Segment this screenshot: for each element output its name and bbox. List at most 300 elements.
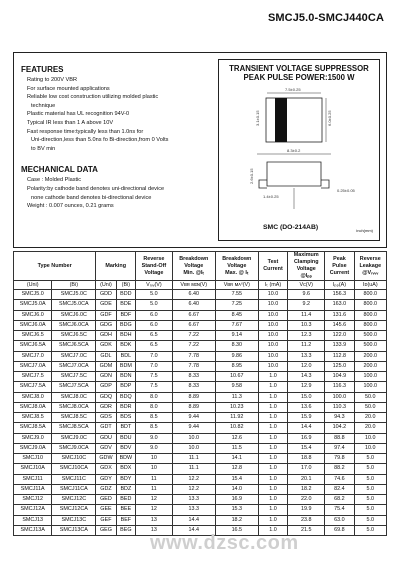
table-cell: 1.0	[258, 402, 287, 412]
table-cell: BDK	[116, 341, 135, 351]
table-cell: SMCJ6.0CA	[52, 320, 96, 330]
feature-item: Plastic material has UL recognition 94V-0	[27, 111, 130, 118]
table-cell: SMCJ8.5	[14, 413, 52, 423]
table-cell: 11.2	[288, 341, 325, 351]
table-cell: 12.0	[288, 361, 325, 371]
table-cell: SMCJ7.0CA	[52, 361, 96, 371]
table-cell: GDW	[96, 454, 116, 464]
table-row	[14, 474, 387, 484]
table-cell: GDU	[96, 433, 116, 443]
table-cell: BDG	[116, 320, 135, 330]
table-cell: 14.4	[172, 515, 215, 525]
table-cell: SMCJ12CA	[52, 505, 96, 515]
table-cell: 5.0	[354, 464, 386, 474]
table-cell: 10.0	[172, 433, 215, 443]
table-cell: 5.0	[354, 454, 386, 464]
table-cell: 9.0	[136, 433, 173, 443]
table-cell: 15.9	[288, 413, 325, 423]
table-cell: 11.1	[172, 464, 215, 474]
table-cell: 16.9	[288, 433, 325, 443]
table-row	[14, 290, 387, 300]
table-cell: SMCJ8.5CA	[52, 423, 96, 433]
table-cell: SMCJ9.0C	[52, 433, 96, 443]
table-row	[14, 433, 387, 443]
table-cell: 74.6	[325, 474, 354, 484]
table-cell: 12.3	[288, 331, 325, 341]
table-cell: 131.6	[325, 310, 354, 320]
table-cell: 12.2	[172, 474, 215, 484]
mechanical-heading: MECHANICAL DATA	[21, 165, 98, 175]
table-cell: 1.0	[258, 484, 287, 494]
table-cell: 10.0	[354, 433, 386, 443]
table-cell: 10	[136, 464, 173, 474]
table-row	[14, 300, 387, 310]
table-cell: 800.0	[354, 290, 386, 300]
table-cell: 6.40	[172, 300, 215, 310]
table-cell: SMCJ12C	[52, 495, 96, 505]
table-cell: BDY	[116, 474, 135, 484]
table-cell: 20.0	[354, 423, 386, 433]
table-cell: GEG	[96, 525, 116, 535]
table-cell: 5.0	[354, 525, 386, 535]
table-cell: 8.89	[172, 392, 215, 402]
table-cell: SMCJ8.0C	[52, 392, 96, 402]
feature-item: Rating to 200V VBR	[27, 77, 78, 83]
table-cell: SMCJ7.5	[14, 372, 52, 382]
table-cell: 18.8	[288, 454, 325, 464]
table-cell: 79.8	[325, 454, 354, 464]
table-cell: 15.4	[288, 443, 325, 453]
table-cell: 5.0	[136, 300, 173, 310]
table-cell: SMCJ10CA	[52, 464, 96, 474]
table-cell: 11.5	[215, 443, 258, 453]
table-cell: 97.4	[325, 443, 354, 453]
table-cell: 7.78	[172, 361, 215, 371]
table-cell: 10.0	[258, 331, 287, 341]
table-cell: 8.5	[136, 423, 173, 433]
dim-label: 3.1±0.15	[255, 110, 260, 126]
table-cell: 10.67	[215, 372, 258, 382]
col-test-current: Test Current	[258, 252, 287, 281]
table-cell: 94.3	[325, 413, 354, 423]
table-cell: GDZ	[96, 484, 116, 494]
page-title: SMCJ5.0-SMCJ440CA	[267, 12, 384, 24]
package-outline-drawing	[219, 84, 379, 216]
table-cell: 9.58	[215, 382, 258, 392]
table-cell: 11.4	[288, 310, 325, 320]
unit-cell: Vᵣᵥᵥ(V)	[136, 281, 173, 290]
table-cell: 75.4	[325, 505, 354, 515]
table-cell: BDH	[116, 331, 135, 341]
product-title-line2: PEAK PULSE POWER:1500 W	[243, 73, 355, 82]
table-cell: GDY	[96, 474, 116, 484]
table-cell: SMCJ12A	[14, 505, 52, 515]
table-cell: 10.0	[258, 300, 287, 310]
table-cell: SMCJ5.0CA	[52, 300, 96, 310]
table-cell: SMCJ7.0	[14, 351, 52, 361]
table-cell: SMCJ7.5C	[52, 372, 96, 382]
table-cell: GDX	[96, 464, 116, 474]
table-cell: 9.14	[215, 331, 258, 341]
table-cell: GED	[96, 495, 116, 505]
table-cell: SMCJ12	[14, 495, 52, 505]
table-cell: BEE	[116, 505, 135, 515]
table-cell: GDE	[96, 300, 116, 310]
table-cell: 8.45	[215, 310, 258, 320]
table-cell: BDM	[116, 361, 135, 371]
col-breakdown-min: Breakdown Voltage Min. @Iₜ	[172, 252, 215, 281]
table-cell: SMCJ11A	[14, 484, 52, 494]
table-cell: 1.0	[258, 505, 287, 515]
table-cell: BDN	[116, 372, 135, 382]
col-breakdown-max: Breakdown Voltage Max. @ Iₜ	[215, 252, 258, 281]
unit-cell: (Bi)	[52, 281, 96, 290]
table-cell: GDM	[96, 361, 116, 371]
table-row	[14, 402, 387, 412]
table-cell: 110.3	[325, 402, 354, 412]
table-cell: 69.8	[325, 525, 354, 535]
table-cell: SMCJ5.0C	[52, 290, 96, 300]
table-cell: SMCJ13	[14, 515, 52, 525]
table-cell: 8.33	[172, 382, 215, 392]
table-cell: SMCJ5.0	[14, 290, 52, 300]
table-cell: GDT	[96, 423, 116, 433]
table-cell: SMCJ6.0C	[52, 310, 96, 320]
table-cell: 15.4	[215, 474, 258, 484]
table-cell: 1.0	[258, 423, 287, 433]
table-cell: 10.0	[258, 290, 287, 300]
unit-cell: (Uni)	[14, 281, 52, 290]
unit-cell: Iᴅ(uA)	[354, 281, 386, 290]
table-cell: 20.0	[354, 413, 386, 423]
table-cell: SMCJ9.0CA	[52, 443, 96, 453]
table-row	[14, 351, 387, 361]
dim-label: 1.4±0.25	[263, 194, 279, 199]
feature-item: technique	[31, 102, 56, 109]
table-cell: 9.44	[172, 423, 215, 433]
table-cell: 5.0	[354, 484, 386, 494]
table-cell: BDU	[116, 433, 135, 443]
table-cell: GDF	[96, 310, 116, 320]
table-row	[14, 310, 387, 320]
table-cell: SMCJ13C	[52, 515, 96, 525]
table-cell: 17.0	[288, 464, 325, 474]
table-cell: 133.9	[325, 341, 354, 351]
table-cell: 14.3	[288, 372, 325, 382]
table-cell: BDW	[116, 454, 135, 464]
table-cell: 7.67	[215, 320, 258, 330]
table-cell: 6.40	[172, 290, 215, 300]
unit-cell: Vʙʀ ᴍᴀˣ(V)	[215, 281, 258, 290]
table-cell: 13.3	[172, 505, 215, 515]
table-cell: 8.0	[136, 392, 173, 402]
table-cell: 10.0	[258, 341, 287, 351]
feature-item: to BV min	[31, 145, 56, 152]
table-cell: SMCJ6.0	[14, 310, 52, 320]
table-cell: 13	[136, 525, 173, 535]
table-cell: BDV	[116, 443, 135, 453]
table-cell: 8.95	[215, 361, 258, 371]
table-cell: 88.8	[325, 433, 354, 443]
table-cell: 12	[136, 505, 173, 515]
table-cell: 6.0	[136, 310, 173, 320]
table-cell: 63.0	[325, 515, 354, 525]
table-cell: 7.0	[136, 351, 173, 361]
table-cell: 9.86	[215, 351, 258, 361]
table-cell: 22.0	[288, 495, 325, 505]
table-cell: 19.9	[288, 505, 325, 515]
unit-cell: Vʙʀ ᴍɪɴ(V)	[172, 281, 215, 290]
table-cell: 1.0	[258, 464, 287, 474]
table-cell: 12.9	[288, 382, 325, 392]
table-cell: 7.22	[172, 341, 215, 351]
table-cell: 100.0	[354, 372, 386, 382]
table-cell: 9.2	[288, 300, 325, 310]
table-cell: 125.0	[325, 361, 354, 371]
table-cell: 11.92	[215, 413, 258, 423]
table-cell: SMCJ9.0	[14, 433, 52, 443]
table-cell: 14.4	[288, 423, 325, 433]
table-cell: 20.1	[288, 474, 325, 484]
table-cell: 8.30	[215, 341, 258, 351]
table-cell: GEE	[96, 505, 116, 515]
table-cell: SMCJ11C	[52, 474, 96, 484]
table-cell: BDF	[116, 310, 135, 320]
table-cell: 10.23	[215, 402, 258, 412]
table-cell: 1.0	[258, 515, 287, 525]
table-cell: 88.2	[325, 464, 354, 474]
table-cell: 7.22	[172, 331, 215, 341]
unit-cell: Iₜ (mA)	[258, 281, 287, 290]
table-cell: SMCJ6.5	[14, 331, 52, 341]
mechanical-item: Polarity:by cathode band denotes uni-directional device	[27, 185, 165, 192]
table-cell: BEF	[116, 515, 135, 525]
table-cell: SMCJ10A	[14, 464, 52, 474]
table-row	[14, 413, 387, 423]
watermark: www.dzsc.com	[150, 532, 299, 554]
table-cell: BDX	[116, 464, 135, 474]
table-cell: 7.78	[172, 351, 215, 361]
table-row	[14, 495, 387, 505]
table-cell: 11	[136, 484, 173, 494]
table-cell: SMCJ7.5A	[14, 382, 52, 392]
table-cell: 12.2	[172, 484, 215, 494]
table-cell: 116.3	[325, 382, 354, 392]
table-cell: 145.6	[325, 320, 354, 330]
dim-label: 0.25±0.05	[337, 188, 355, 193]
table-cell: 6.67	[172, 320, 215, 330]
table-cell: 21.5	[288, 525, 325, 535]
product-title-line1: TRANSIENT VOLTAGE SUPPRESSOR	[229, 64, 369, 73]
table-cell: GDG	[96, 320, 116, 330]
table-cell: 5.0	[354, 474, 386, 484]
feature-item: Uni-direction,less than 5.0ns fo Bi-direction,from 0 Volts	[31, 137, 169, 144]
table-cell: 14.0	[215, 484, 258, 494]
table-cell: 1.0	[258, 443, 287, 453]
table-cell: 1.0	[258, 382, 287, 392]
units-row	[14, 281, 387, 290]
table-cell: 12.8	[215, 464, 258, 474]
table-cell: 11.3	[215, 392, 258, 402]
table-cell: 8.0	[136, 402, 173, 412]
table-row	[14, 454, 387, 464]
table-row	[14, 392, 387, 402]
table-cell: 5.0	[354, 515, 386, 525]
summary-panel	[13, 52, 387, 248]
table-cell: GDV	[96, 443, 116, 453]
table-cell: 200.0	[354, 361, 386, 371]
table-cell: 13.6	[288, 402, 325, 412]
table-cell: 800.0	[354, 310, 386, 320]
table-cell: BDL	[116, 351, 135, 361]
table-cell: BDT	[116, 423, 135, 433]
table-cell: SMCJ9.0A	[14, 443, 52, 453]
table-cell: SMCJ6.5C	[52, 331, 96, 341]
table-cell: 10.0	[172, 443, 215, 453]
table-cell: BED	[116, 495, 135, 505]
table-cell: 6.67	[172, 310, 215, 320]
table-cell: BDE	[116, 300, 135, 310]
table-cell: 6.5	[136, 341, 173, 351]
table-cell: 10.0	[258, 351, 287, 361]
table-cell: BEG	[116, 525, 135, 535]
table-cell: SMCJ11CA	[52, 484, 96, 494]
feature-item: Reliable low cost construction utilizing molded plastic	[27, 94, 159, 101]
package-panel	[218, 59, 380, 241]
table-cell: GDQ	[96, 392, 116, 402]
col-peak-pulse: Peak Pulse Current	[325, 252, 354, 281]
table-row	[14, 443, 387, 453]
table-cell: 16.9	[215, 495, 258, 505]
table-cell: 10.3	[288, 320, 325, 330]
dim-label: 6.0±0.25	[327, 110, 332, 126]
mechanical-item: Weight : 0.007 ounces, 0.21 grams	[27, 203, 114, 210]
table-cell: 500.0	[354, 331, 386, 341]
table-cell: 8.33	[172, 372, 215, 382]
table-cell: SMCJ10C	[52, 454, 96, 464]
table-cell: BDS	[116, 413, 135, 423]
table-cell: 11	[136, 474, 173, 484]
table-cell: SMCJ8.5A	[14, 423, 52, 433]
table-cell: 16.5	[215, 525, 258, 535]
table-cell: SMCJ11	[14, 474, 52, 484]
table-cell: 122.0	[325, 331, 354, 341]
table-cell: SMCJ10	[14, 454, 52, 464]
feature-item: Typical IR less than 1 A above 10V	[27, 119, 114, 126]
table-cell: 112.8	[325, 351, 354, 361]
table-cell: BDR	[116, 402, 135, 412]
table-row	[14, 464, 387, 474]
table-row	[14, 320, 387, 330]
table-cell: 100.0	[354, 382, 386, 392]
dim-label: 7.5±0.25	[285, 87, 301, 92]
feature-item: For surface mounted applications	[27, 85, 110, 92]
table-cell: 10.0	[258, 320, 287, 330]
col-clamping: Maximum Clamping Voltage @Iₚₚ	[288, 252, 325, 281]
table-cell: 7.5	[136, 372, 173, 382]
table-cell: BDP	[116, 382, 135, 392]
table-cell: 156.3	[325, 290, 354, 300]
table-cell: SMCJ8.0A	[14, 402, 52, 412]
unit-note: inch(mm)	[356, 228, 373, 233]
table-cell: 9.44	[172, 413, 215, 423]
table-cell: SMCJ13A	[14, 525, 52, 535]
table-cell: 5.0	[354, 495, 386, 505]
table-row	[14, 361, 387, 371]
table-cell: 6.5	[136, 331, 173, 341]
table-cell: 23.8	[288, 515, 325, 525]
table-cell: 1.0	[258, 392, 287, 402]
table-cell: 1.0	[258, 495, 287, 505]
table-cell: GDD	[96, 290, 116, 300]
table-cell: 800.0	[354, 320, 386, 330]
table-cell: GDP	[96, 382, 116, 392]
table-cell: SMCJ5.0A	[14, 300, 52, 310]
mechanical-list	[21, 176, 211, 210]
features-list	[21, 76, 211, 153]
table-row	[14, 515, 387, 525]
table-cell: SMCJ8.0	[14, 392, 52, 402]
table-cell: 12	[136, 495, 173, 505]
table-cell: 1.0	[258, 433, 287, 443]
table-cell: 10.0	[258, 310, 287, 320]
table-cell: 1.0	[258, 474, 287, 484]
table-cell: GDS	[96, 413, 116, 423]
table-cell: GEF	[96, 515, 116, 525]
table-cell: 18.2	[288, 484, 325, 494]
table-cell: 10.0	[258, 361, 287, 371]
table-cell: 200.0	[354, 351, 386, 361]
table-row	[14, 505, 387, 515]
col-marking: Marking	[96, 252, 136, 281]
unit-cell: Iₚₚ(A)	[325, 281, 354, 290]
unit-cell: (Bi)	[116, 281, 135, 290]
table-cell: 13.3	[172, 495, 215, 505]
col-type-number: Type Number	[14, 252, 96, 281]
table-cell: BDQ	[116, 392, 135, 402]
table-cell: 1.0	[258, 372, 287, 382]
table-cell: 5.0	[136, 290, 173, 300]
mechanical-item: Case : Molded Plastic	[27, 177, 82, 184]
table-cell: GDR	[96, 402, 116, 412]
table-cell: BDD	[116, 290, 135, 300]
table-cell: 1.0	[258, 454, 287, 464]
table-cell: 68.2	[325, 495, 354, 505]
table-cell: 82.4	[325, 484, 354, 494]
table-cell: SMCJ6.5A	[14, 341, 52, 351]
table-cell: 104.2	[325, 423, 354, 433]
table-cell: SMCJ7.0A	[14, 361, 52, 371]
features-column	[21, 65, 211, 211]
table-cell: 13	[136, 515, 173, 525]
table-row	[14, 372, 387, 382]
table-cell: GDN	[96, 372, 116, 382]
table-cell: 7.5	[136, 382, 173, 392]
table-cell: 800.0	[354, 300, 386, 310]
features-heading: FEATURES	[21, 65, 64, 74]
table-cell: 11.1	[172, 454, 215, 464]
table-row	[14, 341, 387, 351]
col-leakage: Reverse Leakage @Vᵣᵥᵥᵥ	[354, 252, 386, 281]
package-name: SMC (DO-214AB)	[263, 224, 319, 231]
table-cell: 50.0	[354, 392, 386, 402]
table-cell: 163.0	[325, 300, 354, 310]
table-cell: BDZ	[116, 484, 135, 494]
table-cell: 9.0	[136, 443, 173, 453]
feature-item: Fast response time:typically less than 1.0ns for	[27, 128, 144, 135]
table-cell: 100.0	[325, 392, 354, 402]
table-cell: 10.82	[215, 423, 258, 433]
